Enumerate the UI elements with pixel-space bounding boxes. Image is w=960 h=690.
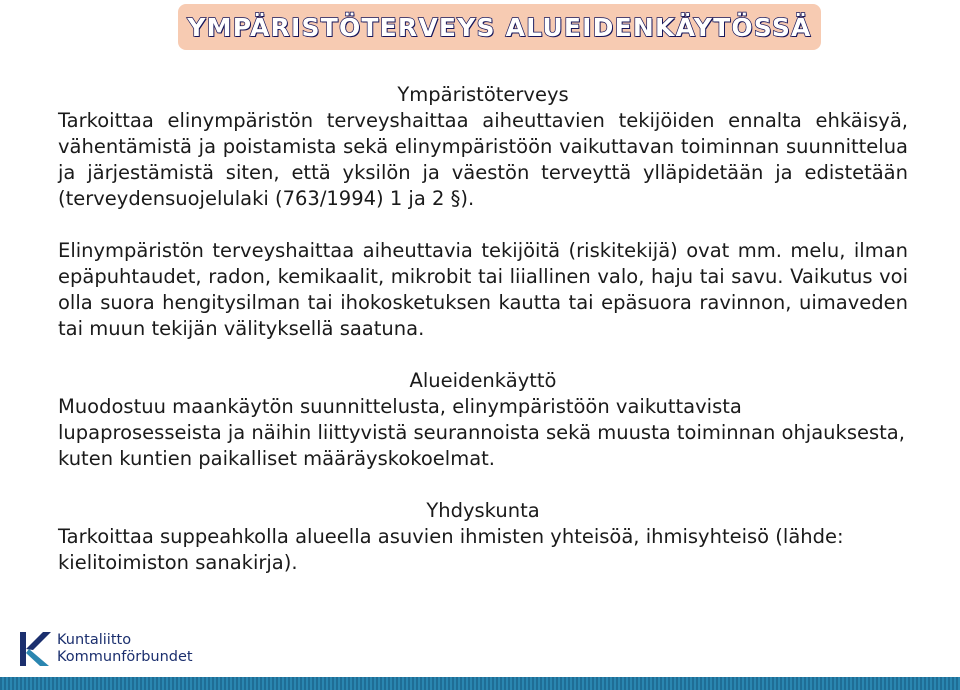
spacer	[58, 212, 908, 238]
slide-content	[58, 82, 908, 576]
paragraph-riskitekijat: Elinympäristön terveyshaittaa aiheuttavia tekijöitä (riskitekijä) ovat mm. melu, ilman epäpuhtaudet, radon, kemikaalit, mikrobit tai liiallinen valo, haju tai savu. Vaikutus voi olla suora hengitysilman tai ihokosketuksen kautta tai epäsuora ravinnon, uimaveden tai muun tekijän välityksellä saatuna.	[58, 239, 908, 340]
spacer	[58, 342, 908, 368]
heading-ymparistoterveys: Ympäristöterveys	[397, 83, 569, 106]
logo-line-finnish: Kuntaliitto	[57, 632, 132, 648]
paragraph-alueidenkaytto-definition: Muodostuu maankäytön suunnittelusta, elinympäristöön vaikuttavista lupaprosesseista ja näihin liittyvistä seurannoista sekä muusta toiminnan ohjauksesta, kuten kuntien paikalliset määräyskokoelmat.	[58, 395, 905, 470]
kuntaliitto-k-icon	[17, 629, 53, 669]
title-banner	[178, 4, 821, 50]
heading-alueidenkaytto: Alueidenkäyttö	[409, 369, 557, 392]
paragraph-ymparistoterveys-definition: Tarkoittaa elinympäristön terveyshaittaa aiheuttavien tekijöiden ennalta ehkäisyä, vähentämistä ja poistamista sekä elinympäristöön vaikuttavan toiminnan suunnittelua ja järjestämistä siten, että yksilön ja väestön terveyttä ylläpidetään ja edistetään (terveydensuojelulaki (763/1994) 1 ja 2 §).	[58, 109, 908, 210]
spacer	[58, 472, 908, 498]
slide-title: YMPÄRISTÖTERVEYS ALUEIDENKÄYTÖSSÄ	[187, 12, 812, 42]
paragraph-yhdyskunta-definition: Tarkoittaa suppeahkolla alueella asuvien ihmisten yhteisöä, ihmisyhteisö (lähde: kielitoimiston sanakirja).	[58, 525, 844, 574]
logo-line-swedish: Kommunförbundet	[57, 649, 193, 665]
footer-bar	[0, 677, 960, 690]
logo-text	[57, 632, 193, 666]
heading-yhdyskunta: Yhdyskunta	[426, 499, 540, 522]
kuntaliitto-logo	[17, 628, 193, 670]
